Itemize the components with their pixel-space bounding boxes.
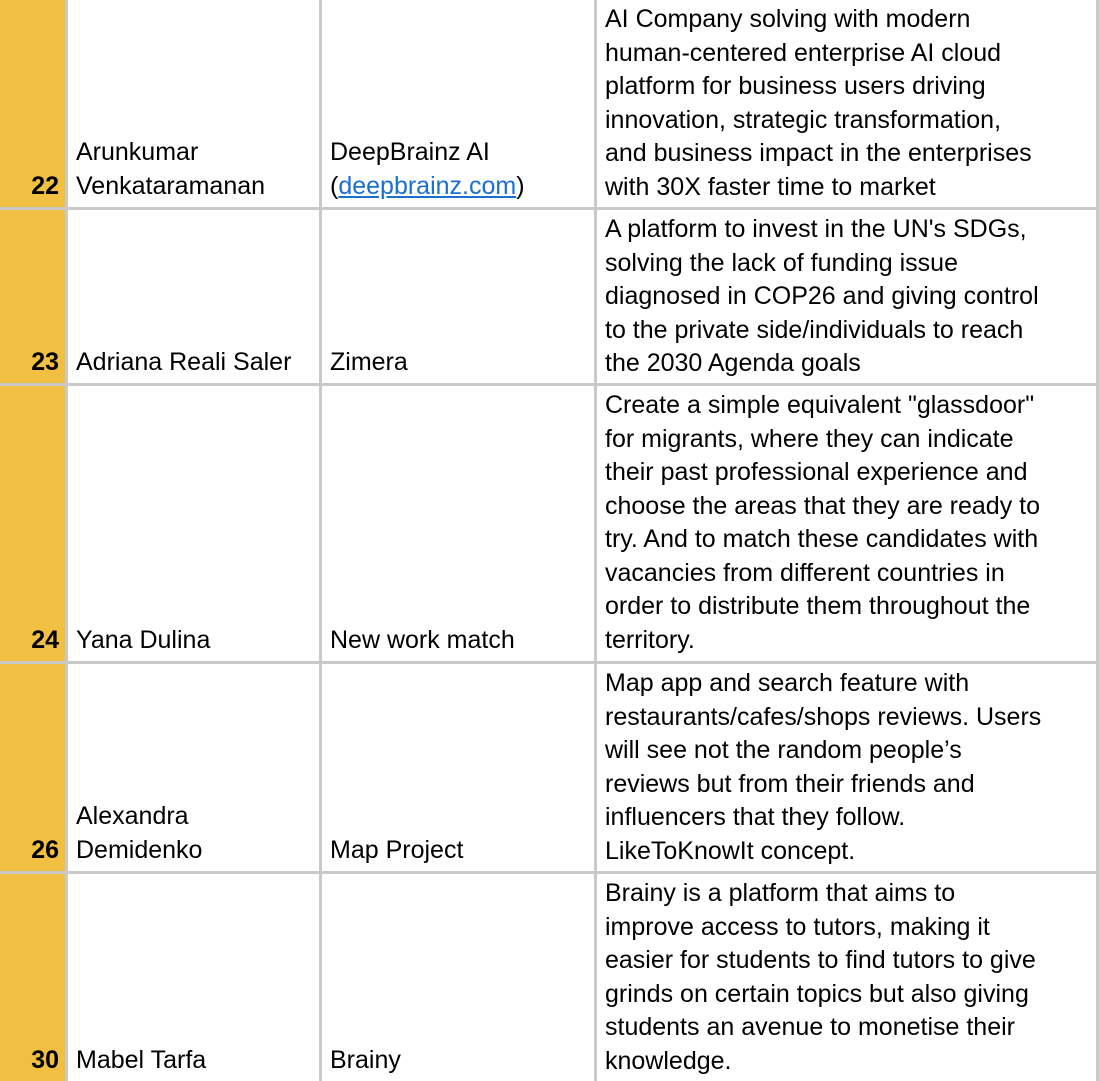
description-line: restaurants/cafes/shops reviews. Users [605,702,1042,731]
name-line: Alexandra [76,802,189,830]
row-number: 26 [31,835,59,864]
company-cell[interactable] [322,664,597,871]
description-line: to the private side/individuals to reach [605,315,1024,344]
description-cell[interactable] [597,874,1099,1081]
description-line: and business impact in the enterprises [605,139,1032,167]
description-line: order to distribute them throughout the [605,592,1031,620]
company-link-line [330,170,586,204]
description-line: students an avenue to monetise their [605,1013,1015,1041]
description-line: knowledge. [605,1046,732,1075]
description-cell[interactable] [597,386,1099,661]
name-cell[interactable] [68,0,322,207]
table-row[interactable] [0,386,1099,664]
name-cell[interactable] [68,386,322,661]
company-cell[interactable] [322,210,597,383]
description-line: Map app and search feature with [605,669,970,697]
description-line: try. And to match these candidates with [605,525,1039,553]
description-line: innovation, strategic transformation, [605,105,1002,134]
name-cell[interactable] [68,210,322,383]
row-number-cell[interactable] [0,386,68,661]
description-cell[interactable] [597,664,1099,871]
description-line: human-centered enterprise AI cloud [605,38,1002,67]
description-line: vacancies from different countries in [605,558,1005,587]
table-row[interactable] [0,210,1099,386]
row-number-cell[interactable] [0,0,68,207]
row-number: 30 [31,1045,59,1074]
name-line: Mabel Tarfa [76,1045,207,1074]
name-line: Venkataramanan [76,171,266,200]
row-number-cell[interactable] [0,210,68,383]
row-number: 22 [31,171,59,200]
description-line: improve access to tutors, making it [605,912,990,941]
company-cell[interactable] [322,874,597,1081]
description-line: Brainy is a platform that aims to [605,879,956,907]
name-cell[interactable] [68,874,322,1081]
description-line: for migrants, where they can indicate [605,424,1014,453]
description-line: Create a simple equivalent "glassdoor" [605,391,1035,419]
paren-open: ( [330,171,339,200]
description-line: easier for students to find tutors to give [605,946,1036,974]
table-row[interactable] [0,664,1099,874]
row-number: 23 [31,347,59,376]
company-name: DeepBrainz AI [330,138,490,166]
name-line: Demidenko [76,835,203,864]
table-row[interactable] [0,0,1099,210]
description-cell[interactable] [597,210,1099,383]
description-line: the 2030 Agenda goals [605,349,861,377]
row-number-cell[interactable] [0,874,68,1081]
company-name: Brainy [330,1045,401,1074]
company-cell[interactable] [322,0,597,207]
description-line: choose the areas that they are ready to [605,491,1040,520]
name-line: Adriana Reali Saler [76,347,292,376]
description-line: territory. [605,625,695,654]
description-line: with 30X faster time to market [605,172,936,201]
description-line: reviews but from their friends and [605,769,975,798]
description-line: their past professional experience and [605,458,1028,486]
description-line: AI Company solving with modern [605,5,971,33]
description-line: diagnosed in COP26 and giving control [605,282,1039,310]
description-line: solving the lack of funding issue [605,248,958,277]
description-line: will see not the random people’s [605,736,962,764]
description-line: A platform to invest in the UN's SDGs, [605,215,1027,243]
name-line: Yana Dulina [76,625,211,654]
company-website-link[interactable]: deepbrainz.com [338,171,517,200]
paren-close: ) [516,171,525,200]
company-name: New work match [330,625,515,654]
name-line: Arunkumar [76,138,199,166]
description-line: influencers that they follow. [605,803,906,831]
company-cell[interactable] [322,386,597,661]
description-line: platform for business users driving [605,72,986,100]
company-name: Map Project [330,835,464,864]
name-cell[interactable] [68,664,322,871]
company-name: Zimera [330,347,408,376]
description-line: LikeToKnowIt concept. [605,836,856,865]
description-cell[interactable] [597,0,1099,207]
row-number: 24 [31,625,59,654]
table-row[interactable] [0,874,1099,1081]
description-line: grinds on certain topics but also giving [605,979,1029,1008]
row-number-cell[interactable] [0,664,68,871]
